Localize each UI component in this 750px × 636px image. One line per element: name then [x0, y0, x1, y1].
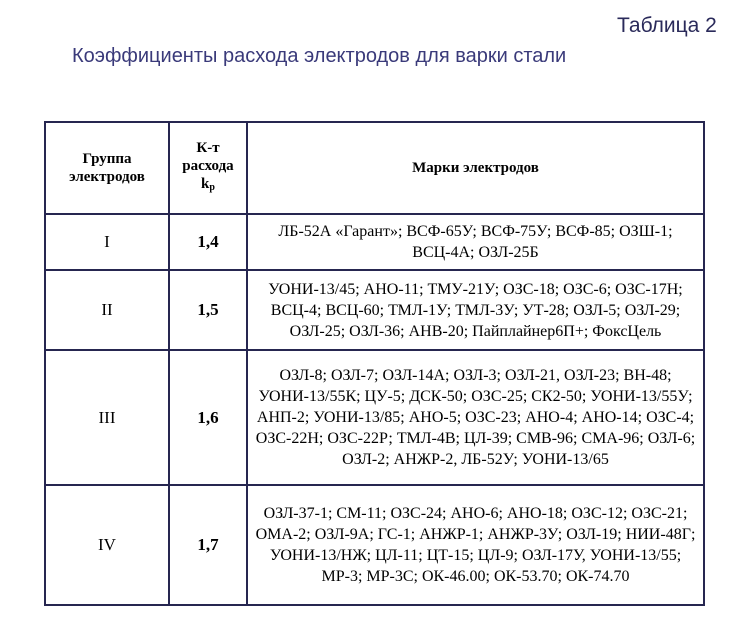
- group-cell: IV: [45, 485, 169, 605]
- header-marks: Марки электродов: [247, 122, 704, 214]
- table-row: [45, 485, 704, 605]
- coefficient-cell: 1,5: [169, 270, 247, 350]
- table-number: Таблица 2: [617, 14, 717, 37]
- table-row: [45, 270, 704, 350]
- header-coefficient: [169, 122, 247, 214]
- coefficient-cell: 1,4: [169, 214, 247, 270]
- table-row: [45, 350, 704, 485]
- coefficient-cell: 1,7: [169, 485, 247, 605]
- header-group: Группа электродов: [45, 122, 169, 214]
- group-cell: III: [45, 350, 169, 485]
- group-cell: II: [45, 270, 169, 350]
- marks-cell: ОЗЛ-8; ОЗЛ-7; ОЗЛ-14А; ОЗЛ-3; ОЗЛ-21, ОЗЛ-23; ВН-48; УОНИ-13/55К; ЦУ-5; ДСК-50; ОЗС-25; СК2-50; УОНИ-13/55У; АНП-2; УОНИ-13/85; АНО-5; ОЗС-23; АНО-4; АНО-14; ОЗС-4; ОЗС-22Н; ОЗС-22Р; ТМЛ-4В; ЦЛ-39; СМВ-96; СМА-96; ОЗЛ-6; ОЗЛ-2; АНЖР-2, ЛБ-52У; УОНИ-13/65: [247, 350, 704, 485]
- table-row: [45, 214, 704, 270]
- group-cell: I: [45, 214, 169, 270]
- document-title: Коэффициенты расхода электродов для варки стали: [72, 45, 567, 67]
- header-coefficient-label: К-т расхода k: [182, 140, 234, 192]
- coefficient-cell: 1,6: [169, 350, 247, 485]
- electrode-coefficient-table: [44, 121, 705, 606]
- marks-cell: УОНИ-13/45; АНО-11; ТМУ-21У; ОЗС-18; ОЗС-6; ОЗС-17Н; ВСЦ-4; ВСЦ-60; ТМЛ-1У; ТМЛ-3У; УТ-28; ОЗЛ-5; ОЗЛ-29; ОЗЛ-25; ОЗЛ-36; АНВ-20; Пайплайнер6П+; ФоксЦель: [247, 270, 704, 350]
- header-coefficient-subscript: р: [209, 182, 215, 193]
- marks-cell: ЛБ-52А «Гарант»; ВСФ-65У; ВСФ-75У; ВСФ-85; ОЗШ-1; ВСЦ-4А; ОЗЛ-25Б: [247, 214, 704, 270]
- marks-cell: ОЗЛ-37-1; СМ-11; ОЗС-24; АНО-6; АНО-18; ОЗС-12; ОЗС-21; ОМА-2; ОЗЛ-9А; ГС-1; АНЖР-1; АНЖР-3У; ОЗЛ-19; НИИ-48Г; УОНИ-13/НЖ; ЦЛ-11; ЦТ-15; ЦЛ-9; ОЗЛ-17У, УОНИ-13/55; МР-3; МР-3С; ОК-46.00; ОК-53.70; ОК-74.70: [247, 485, 704, 605]
- table-header-row: [45, 122, 704, 214]
